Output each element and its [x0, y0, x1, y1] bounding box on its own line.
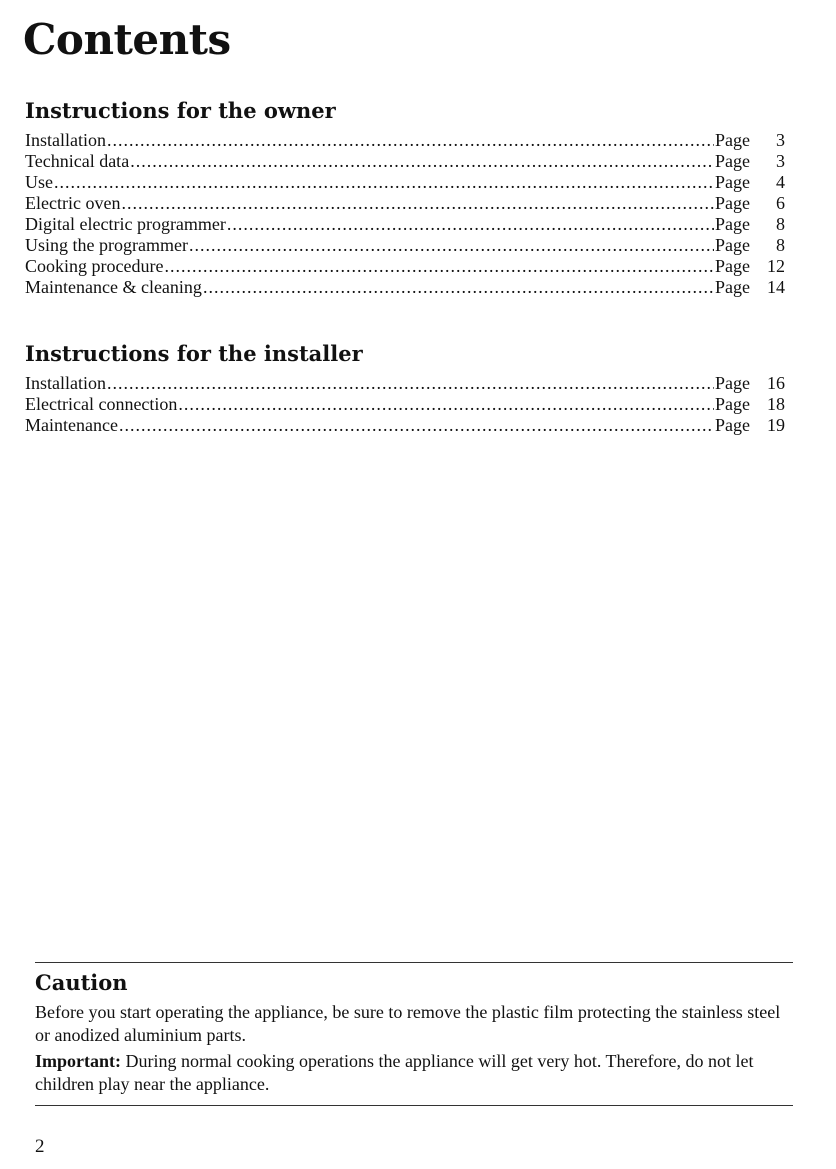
owner-toc-list — [25, 130, 785, 298]
dot-leader — [189, 235, 714, 256]
toc-entry — [25, 214, 785, 235]
toc-entry-page — [715, 214, 785, 235]
caution-text: Before you start operating the appliance, be sure to remove the plastic film protecting the stainless steel or anodized aluminium parts. — [35, 1002, 781, 1045]
page-number-ref: 8 — [776, 214, 785, 234]
toc-entry — [25, 373, 785, 394]
toc-entry — [25, 151, 785, 172]
dot-leader — [178, 394, 714, 415]
toc-entry — [25, 193, 785, 214]
important-note — [35, 1050, 795, 1096]
page-number-ref: 19 — [767, 415, 785, 435]
page-word: Page — [715, 235, 750, 255]
page-word: Page — [715, 130, 750, 150]
page-word: Page — [715, 394, 750, 414]
toc-entry-label: Installation — [25, 373, 106, 393]
installer-section — [25, 340, 785, 436]
toc-entry-label: Maintenance — [25, 415, 118, 435]
page-word: Page — [715, 373, 750, 393]
toc-entry-page — [715, 193, 785, 214]
toc-entry-page — [715, 394, 785, 415]
page-word: Page — [715, 214, 750, 234]
dot-leader — [227, 214, 714, 235]
toc-entry-label: Electrical connection — [25, 394, 178, 414]
toc-entry-label: Using the programmer — [25, 235, 188, 255]
page-number-ref: 3 — [776, 130, 785, 150]
toc-entry-page — [715, 235, 785, 256]
page-word: Page — [715, 151, 750, 171]
dot-leader — [107, 130, 714, 151]
toc-entry-label: Electric oven — [25, 193, 121, 213]
toc-entry-label: Maintenance & cleaning — [25, 277, 202, 297]
page-title: Contents — [23, 15, 231, 64]
page-number-ref: 14 — [767, 277, 785, 297]
toc-entry — [25, 415, 785, 436]
owner-section — [25, 97, 785, 298]
caution-heading: Caution — [35, 970, 128, 995]
dot-leader — [107, 373, 714, 394]
dot-leader — [119, 415, 714, 436]
dot-leader — [203, 277, 714, 298]
page-number-ref: 12 — [767, 256, 785, 276]
toc-entry-label: Technical data — [25, 151, 130, 171]
important-text: During normal cooking operations the appliance will get very hot. Therefore, do not let children play near the appliance. — [35, 1051, 754, 1094]
toc-entry-page — [715, 415, 785, 436]
toc-entry-page — [715, 277, 785, 298]
page-word: Page — [715, 172, 750, 192]
installer-toc-list — [25, 373, 785, 436]
dot-leader — [130, 151, 714, 172]
toc-entry — [25, 130, 785, 151]
toc-entry-page — [715, 373, 785, 394]
toc-entry — [25, 235, 785, 256]
owner-section-heading: Instructions for the owner — [25, 98, 336, 123]
toc-entry-label: Digital electric programmer — [25, 214, 226, 234]
page-number-ref: 16 — [767, 373, 785, 393]
page-word: Page — [715, 415, 750, 435]
page-word: Page — [715, 277, 750, 297]
dot-leader — [54, 172, 714, 193]
installer-section-heading: Instructions for the installer — [25, 341, 363, 366]
caution-bottom-divider — [35, 1105, 793, 1106]
toc-entry — [25, 172, 785, 193]
page-word: Page — [715, 256, 750, 276]
page-number-ref: 4 — [776, 172, 785, 192]
caution-top-divider — [35, 962, 793, 963]
toc-entry-page — [715, 151, 785, 172]
page-number-ref: 3 — [776, 151, 785, 171]
toc-entry-label: Use — [25, 172, 53, 192]
toc-entry — [25, 394, 785, 415]
toc-entry-label: Cooking procedure — [25, 256, 164, 276]
page-number: 2 — [35, 1136, 45, 1157]
toc-entry-page — [715, 130, 785, 151]
toc-entry — [25, 256, 785, 277]
page-number-ref: 8 — [776, 235, 785, 255]
toc-entry-label: Installation — [25, 130, 106, 150]
page-number-ref: 6 — [776, 193, 785, 213]
dot-leader — [164, 256, 714, 277]
page-number-ref: 18 — [767, 394, 785, 414]
dot-leader — [121, 193, 714, 214]
important-label: Important: — [35, 1051, 121, 1071]
page-word: Page — [715, 193, 750, 213]
toc-entry-page — [715, 256, 785, 277]
toc-entry-page — [715, 172, 785, 193]
toc-entry — [25, 277, 785, 298]
caution-box — [35, 968, 795, 1096]
